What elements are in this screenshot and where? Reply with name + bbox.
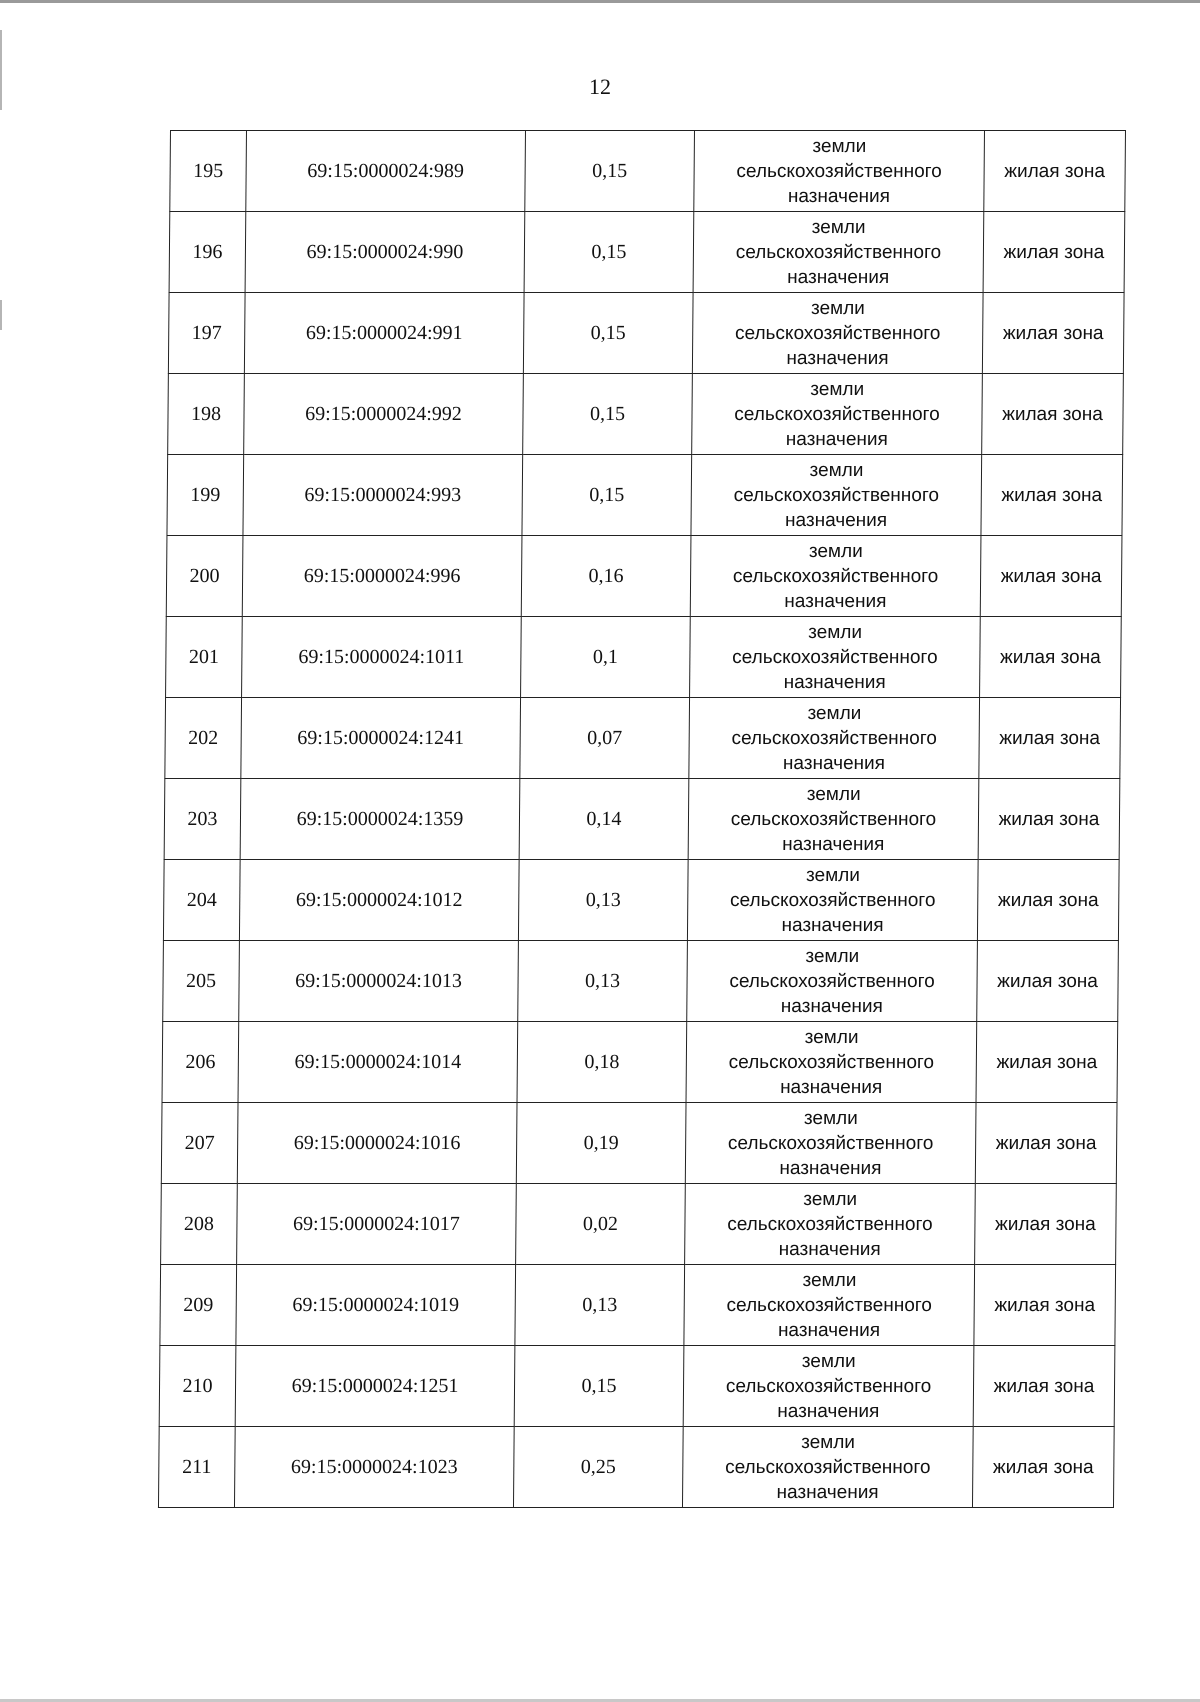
land-category-line: земли (809, 459, 864, 481)
land-category-line: земли (801, 1350, 856, 1372)
land-category-line: земли (805, 945, 860, 967)
area-cell: 0,15 (524, 212, 694, 293)
land-category-line: сельскохозяйственного (728, 1051, 935, 1073)
land-category-cell (684, 1265, 975, 1346)
row-number-cell: 211 (158, 1427, 235, 1508)
row-number-cell: 200 (166, 536, 243, 617)
cadastral-number-cell: 69:15:0000024:990 (245, 212, 525, 293)
table-row (164, 779, 1120, 860)
land-category-cell (689, 698, 980, 779)
row-number-cell: 202 (165, 698, 242, 779)
zone-cell: жилая зона (975, 1103, 1117, 1184)
area-cell: 0,13 (515, 1265, 685, 1346)
zone-cell: жилая зона (980, 617, 1122, 698)
land-category-line: сельскохозяйственного (731, 727, 937, 749)
zone-cell: жилая зона (977, 860, 1119, 941)
land-category-line: назначения (783, 671, 886, 693)
land-category-cell (686, 1022, 977, 1103)
area-cell: 0,14 (519, 779, 689, 860)
table-row (158, 1427, 1114, 1508)
row-number-cell: 197 (168, 293, 245, 374)
land-category-line: назначения (778, 1238, 881, 1260)
cadastral-number-cell: 69:15:0000024:1013 (239, 941, 519, 1022)
zone-cell: жилая зона (983, 212, 1125, 293)
land-category-line: назначения (784, 590, 887, 612)
land-category-line: земли (805, 864, 860, 886)
land-parcel-table (158, 130, 1126, 1508)
land-category-line: сельскохозяйственного (727, 1132, 934, 1154)
land-category-cell (692, 293, 983, 374)
page-number: 12 (589, 74, 611, 99)
cadastral-number-cell: 69:15:0000024:1017 (237, 1184, 517, 1265)
area-cell: 0,25 (513, 1427, 683, 1508)
cadastral-number-cell: 69:15:0000024:1014 (238, 1022, 518, 1103)
row-number-cell: 206 (162, 1022, 239, 1103)
land-category-line: земли (810, 378, 865, 400)
land-category-cell (682, 1427, 973, 1508)
land-category-line: назначения (786, 347, 889, 369)
zone-cell: жилая зона (977, 941, 1119, 1022)
land-category-line: земли (804, 1026, 859, 1048)
parcel-rows (158, 131, 1125, 1508)
land-category-cell (690, 536, 981, 617)
land-category-line: назначения (784, 509, 888, 531)
land-category-line: сельскохозяйственного (734, 322, 941, 344)
land-category-line: земли (812, 135, 867, 157)
zone-cell: жилая зона (976, 1022, 1118, 1103)
land-category-line: назначения (782, 752, 886, 774)
land-category-cell (690, 617, 981, 698)
land-category-line: назначения (776, 1481, 879, 1503)
land-category-line: сельскохозяйственного (730, 889, 936, 911)
land-category-line: назначения (782, 833, 885, 855)
row-number-cell: 205 (163, 941, 240, 1022)
table-row (160, 1265, 1116, 1346)
area-cell: 0,1 (521, 617, 691, 698)
land-category-line: земли (808, 540, 863, 562)
table-row (161, 1103, 1117, 1184)
land-category-cell (685, 1103, 976, 1184)
row-number-cell: 207 (161, 1103, 238, 1184)
land-category-line: назначения (787, 185, 891, 207)
area-cell: 0,15 (523, 374, 693, 455)
row-number-cell: 203 (164, 779, 241, 860)
land-category-line: сельскохозяйственного (729, 970, 935, 992)
land-category-line: сельскохозяйственного (726, 1294, 933, 1316)
area-cell: 0,15 (522, 455, 692, 536)
cadastral-number-cell: 69:15:0000024:1241 (241, 698, 521, 779)
land-category-cell (691, 455, 982, 536)
zone-cell: жилая зона (978, 779, 1120, 860)
area-cell: 0,16 (521, 536, 691, 617)
land-category-cell (692, 374, 983, 455)
table-row (159, 1346, 1115, 1427)
table-row (163, 860, 1119, 941)
land-category-line: сельскохозяйственного (725, 1456, 931, 1478)
row-number-cell: 209 (160, 1265, 237, 1346)
cadastral-number-cell: 69:15:0000024:1016 (237, 1103, 517, 1184)
land-category-line: земли (801, 1431, 856, 1453)
land-category-line: назначения (777, 1319, 881, 1341)
land-category-line: земли (810, 297, 865, 319)
land-category-line: сельскохозяйственного (732, 646, 938, 668)
table-row (169, 212, 1125, 293)
table-row (166, 536, 1122, 617)
zone-cell: жилая зона (980, 536, 1122, 617)
zone-cell: жилая зона (984, 131, 1126, 212)
row-number-cell: 199 (167, 455, 244, 536)
area-cell: 0,15 (525, 131, 695, 212)
land-category-line: земли (808, 621, 863, 643)
land-category-cell (685, 1184, 976, 1265)
land-category-line: земли (807, 702, 862, 724)
land-category-cell (687, 860, 978, 941)
land-category-cell (683, 1346, 974, 1427)
table-row (165, 698, 1121, 779)
cadastral-number-cell: 69:15:0000024:1012 (239, 860, 519, 941)
scan-edge-left-lower (0, 300, 2, 330)
land-category-line: сельскохозяйственного (730, 808, 937, 830)
land-category-line: сельскохозяйственного (727, 1213, 933, 1235)
area-cell: 0,07 (520, 698, 690, 779)
cadastral-number-cell: 69:15:0000024:989 (246, 131, 526, 212)
row-number-cell: 208 (161, 1184, 238, 1265)
table-row (167, 455, 1123, 536)
land-category-line: земли (802, 1269, 857, 1291)
row-number-cell: 196 (169, 212, 246, 293)
land-category-line: назначения (779, 1157, 882, 1179)
cadastral-number-cell: 69:15:0000024:1359 (240, 779, 520, 860)
zone-cell: жилая зона (974, 1265, 1116, 1346)
land-category-line: назначения (780, 1076, 883, 1098)
row-number-cell: 195 (170, 131, 247, 212)
scan-edge-top (0, 0, 1200, 3)
cadastral-number-cell: 69:15:0000024:1023 (234, 1427, 514, 1508)
table-row (161, 1184, 1117, 1265)
cadastral-number-cell: 69:15:0000024:992 (244, 374, 524, 455)
land-category-line: земли (803, 1188, 858, 1210)
table-row (168, 293, 1124, 374)
row-number-cell: 204 (163, 860, 240, 941)
table-row (163, 941, 1119, 1022)
land-category-line: земли (803, 1107, 858, 1129)
table-row (170, 131, 1126, 212)
cadastral-number-cell: 69:15:0000024:1011 (242, 617, 522, 698)
table-row (162, 1022, 1118, 1103)
land-category-line: назначения (787, 266, 890, 288)
area-cell: 0,02 (516, 1184, 686, 1265)
area-cell: 0,15 (514, 1346, 684, 1427)
cadastral-number-cell: 69:15:0000024:993 (243, 455, 523, 536)
zone-cell: жилая зона (973, 1346, 1115, 1427)
land-category-line: назначения (785, 428, 888, 450)
land-category-line: земли (811, 216, 866, 238)
zone-cell: жилая зона (979, 698, 1121, 779)
table-row (168, 374, 1124, 455)
land-category-cell (694, 131, 985, 212)
cadastral-number-cell: 69:15:0000024:991 (244, 293, 524, 374)
land-category-line: сельскохозяйственного (736, 160, 942, 182)
cadastral-number-cell: 69:15:0000024:1251 (235, 1346, 515, 1427)
cadastral-number-cell: 69:15:0000024:996 (242, 536, 522, 617)
area-cell: 0,19 (516, 1103, 686, 1184)
zone-cell: жилая зона (975, 1184, 1117, 1265)
land-category-cell (693, 212, 984, 293)
zone-cell: жилая зона (981, 455, 1123, 536)
land-category-line: назначения (781, 914, 884, 936)
area-cell: 0,13 (518, 860, 688, 941)
area-cell: 0,18 (517, 1022, 687, 1103)
land-category-line: сельскохозяйственного (732, 565, 939, 587)
area-cell: 0,13 (518, 941, 688, 1022)
land-category-line: назначения (780, 995, 883, 1017)
row-number-cell: 198 (168, 374, 245, 455)
land-category-line: земли (806, 783, 861, 805)
land-category-line: сельскохозяйственного (733, 484, 940, 506)
land-category-cell (688, 779, 979, 860)
land-category-line: назначения (777, 1400, 880, 1422)
zone-cell: жилая зона (982, 293, 1124, 374)
zone-cell: жилая зона (972, 1427, 1114, 1508)
area-cell: 0,15 (523, 293, 693, 374)
land-category-line: сельскохозяйственного (734, 403, 940, 425)
table-row (166, 617, 1122, 698)
land-category-line: сельскохозяйственного (735, 241, 942, 263)
row-number-cell: 201 (166, 617, 243, 698)
row-number-cell: 210 (159, 1346, 236, 1427)
zone-cell: жилая зона (982, 374, 1124, 455)
land-category-cell (687, 941, 978, 1022)
cadastral-number-cell: 69:15:0000024:1019 (236, 1265, 516, 1346)
land-category-line: сельскохозяйственного (725, 1375, 932, 1397)
